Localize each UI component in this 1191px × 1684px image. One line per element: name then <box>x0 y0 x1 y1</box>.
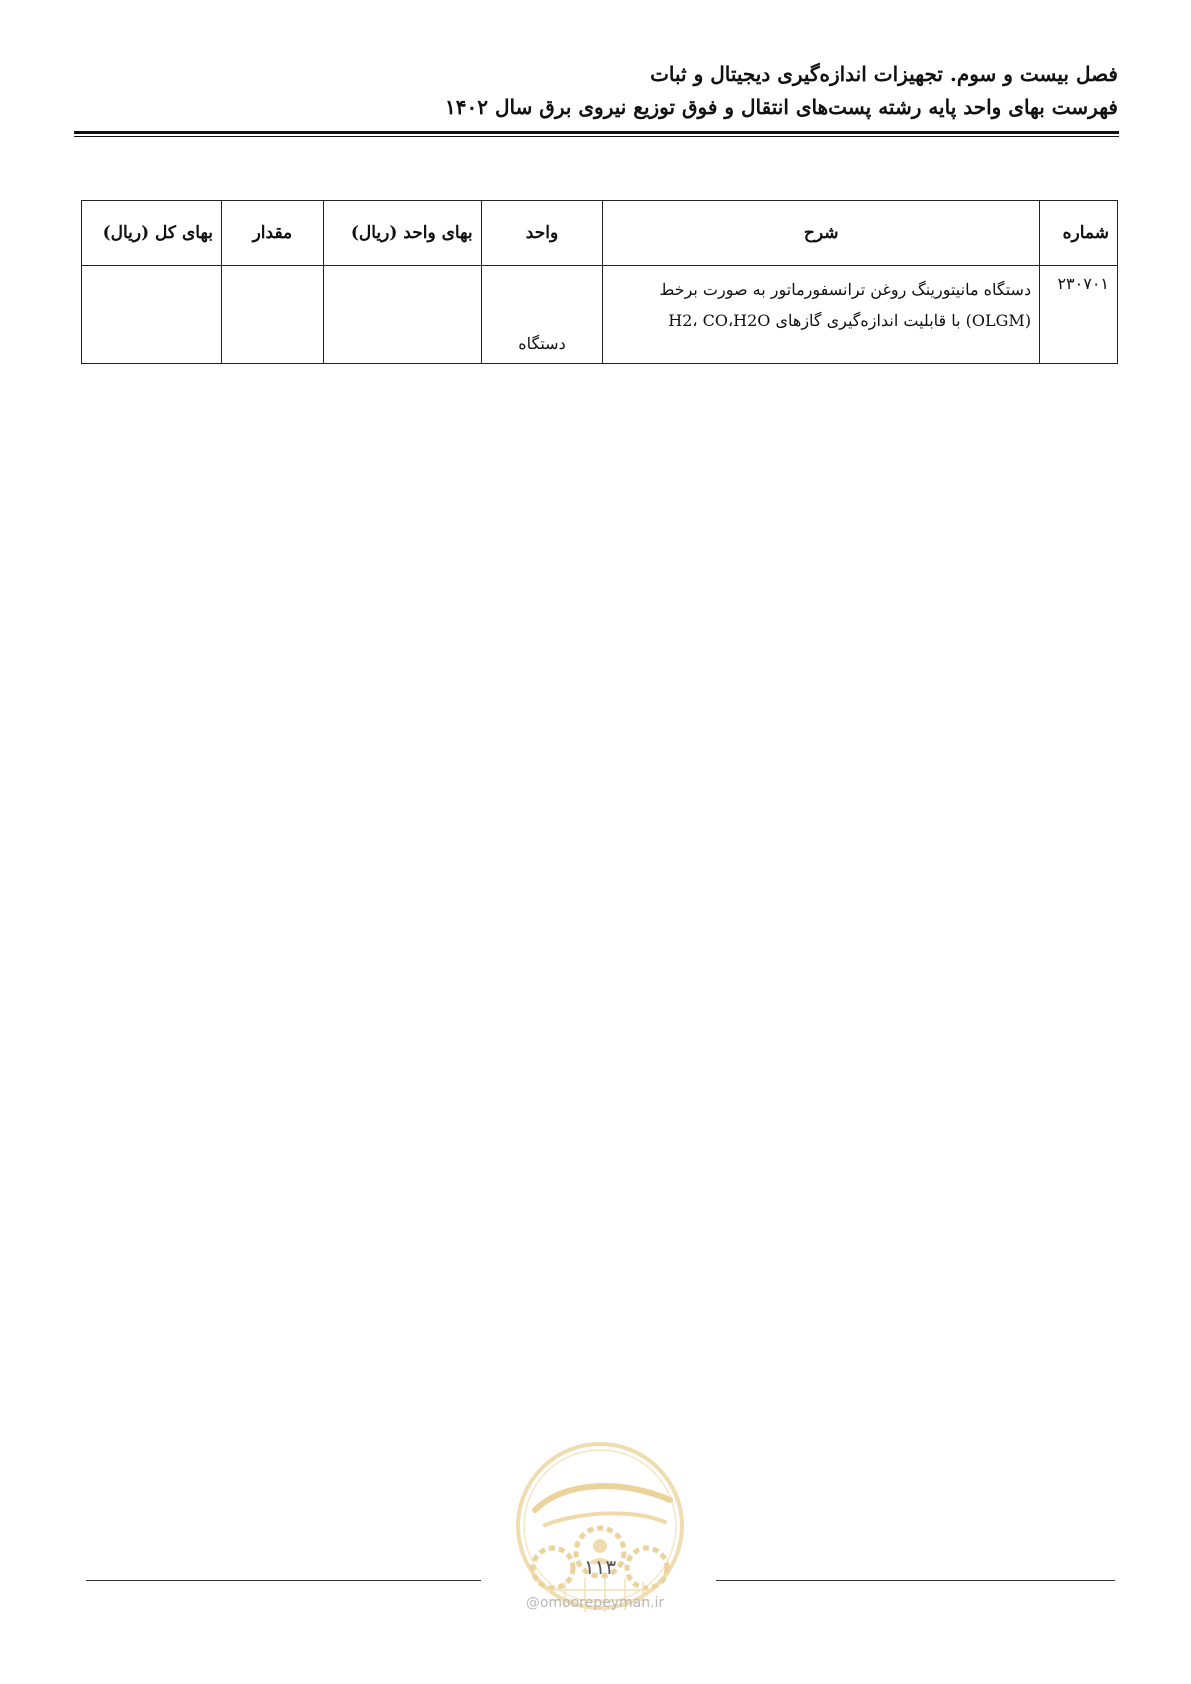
header-number: شماره <box>1040 201 1118 266</box>
row-description-line1: دستگاه مانیتورینگ روغن ترانسفورماتور به صورت برخط <box>659 280 1032 299</box>
row-unit-price <box>323 266 481 364</box>
header-unit-price: بهای واحد (ریال) <box>323 201 481 266</box>
header-quantity: مقدار <box>222 201 324 266</box>
price-list-table <box>81 200 1118 364</box>
header-total-price: بهای کل (ریال) <box>82 201 222 266</box>
header-description: شرح <box>603 201 1040 266</box>
row-description-line2: (OLGM) با قابلیت اندازه‌گیری گازهای H2، CO،H2O <box>668 311 1032 330</box>
table-header-row <box>82 201 1118 266</box>
header-rule-thick <box>74 131 1119 134</box>
book-title: فهرست بهای واحد پایه رشته پست‌های انتقال و فوق توزیع نیروی برق سال ۱۴۰۲ <box>445 95 1118 119</box>
page-number: ۱۱۳ <box>583 1555 617 1579</box>
row-total-price <box>82 266 222 364</box>
row-quantity <box>222 266 324 364</box>
page-header <box>74 58 1118 124</box>
footer-rule-right <box>716 1580 1115 1581</box>
row-description <box>603 266 1040 364</box>
site-watermark-text: @omoorepeyman.ir <box>525 1595 665 1611</box>
watermark-logo <box>505 1440 695 1620</box>
row-number: ۲۳۰۷۰۱ <box>1040 266 1118 364</box>
chapter-title: فصل بیست و سوم. تجهیزات اندازه‌گیری دیجیتال و ثبات <box>650 62 1118 86</box>
header-rule-thin <box>74 136 1119 137</box>
table-row <box>82 266 1118 364</box>
header-unit: واحد <box>481 201 603 266</box>
row-unit: دستگاه <box>481 266 603 364</box>
footer-rule-left <box>86 1580 481 1581</box>
